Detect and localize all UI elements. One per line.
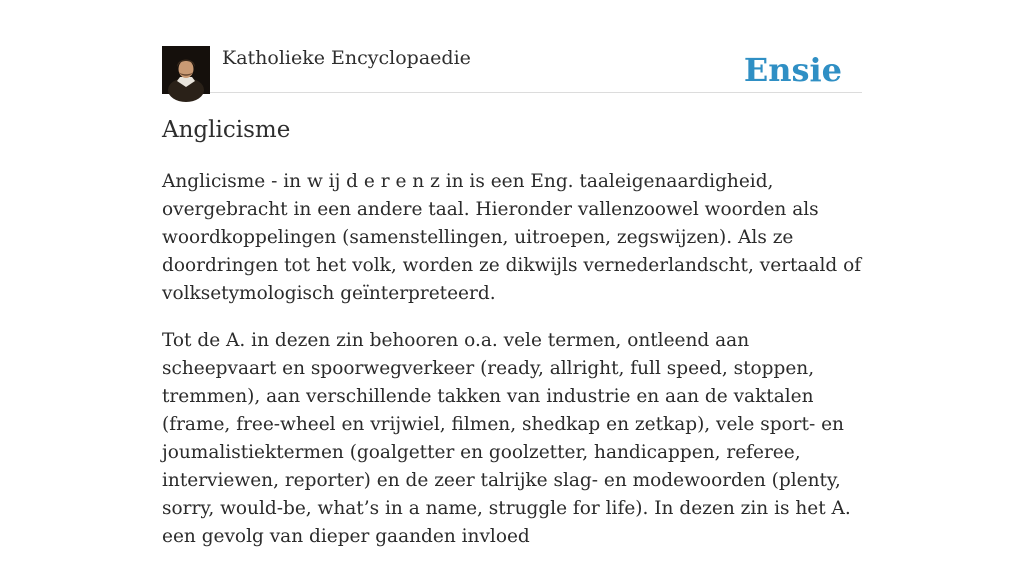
portrait-avatar-icon[interactable] [162, 46, 210, 94]
article-title: Anglicisme [162, 117, 291, 143]
site-header [162, 46, 862, 93]
article-paragraph: Tot de A. in dezen zin behooren o.a. vele termen, ontleend aan scheepvaart en spoorwegverkeer (ready, allright, full speed, stoppen, tremmen), aan verschillende takken van industrie en aan de vaktalen (frame, free-wheel en vrijwiel, filmen, shedkap en zetkap), vele sport- en joumalistiektermen (goalgetter en goolzetter, handicappen, referee, interviewen, reporter) en de zeer talrijke slag- en modewoorden (plenty, sorry, would-be, what’s in a name, struggle for life). In dezen zin is het A. een gevolg van dieper gaanden invloed [162, 330, 851, 547]
source-name[interactable]: Katholieke Encyclopaedie [222, 47, 471, 69]
article-paragraph: Anglicisme - in w ij d e r e n z in is een Eng. taaleigenaardigheid, overgebracht in een andere taal. Hieronder vallenzoowel woorden als woordkoppelingen (samenstellingen, uitroepen, zegswijzen). Als ze doordringen tot het volk, worden ze dikwijls vernederlandscht, vertaald of volksetymologisch geïnterpreteerd. [162, 171, 862, 304]
article-body [162, 168, 862, 570]
article-page [162, 0, 862, 547]
brand-logo[interactable]: Ensie [743, 51, 842, 89]
